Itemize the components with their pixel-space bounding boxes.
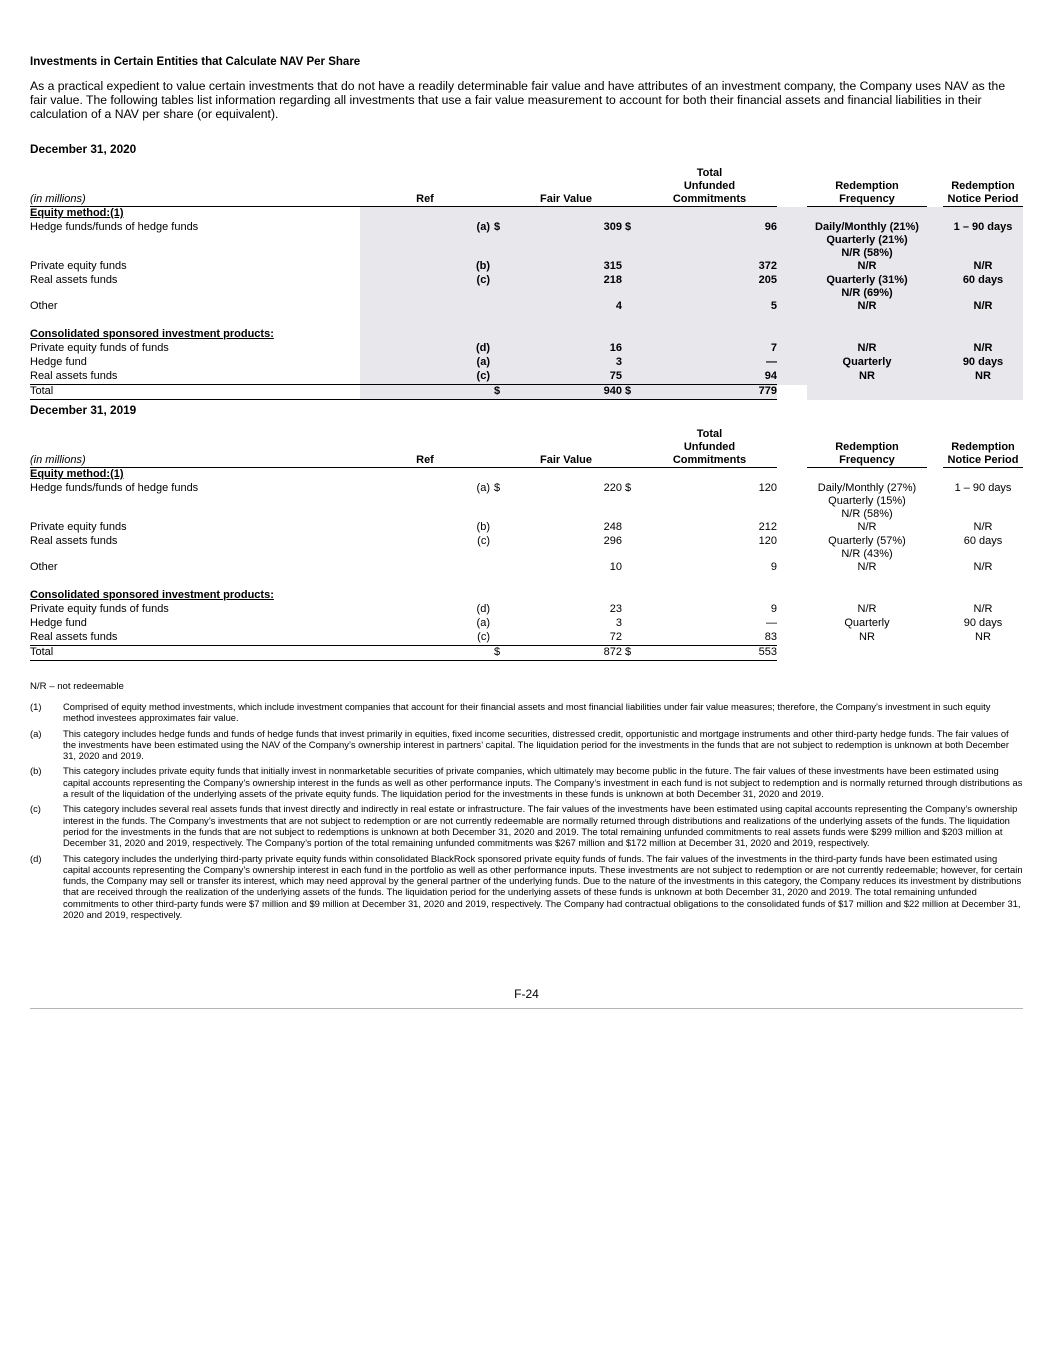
total-row	[30, 385, 1023, 400]
total-fair-value: 872	[510, 646, 622, 661]
row-frequency: Quarterly (31%) N/R (69%)	[807, 274, 927, 300]
total-row	[30, 646, 1023, 661]
table-row	[30, 603, 1023, 617]
col-unfunded: Total Unfunded Commitments	[642, 428, 777, 468]
row-notice: NR	[975, 631, 991, 643]
group-equity-label: Equity method:	[30, 468, 111, 480]
col-ref: Ref	[360, 167, 490, 207]
row-label: Real assets funds	[30, 535, 118, 547]
row-notice: 90 days	[963, 617, 1003, 629]
row-fair-value: 3	[510, 356, 622, 370]
group-row-equity	[30, 468, 1023, 483]
total-unfunded: 553	[642, 646, 777, 661]
dollar-sign: $	[494, 482, 501, 494]
row-notice: 1 – 90 days	[943, 221, 1023, 260]
row-label: Real assets funds	[30, 274, 118, 286]
row-ref: (c)	[360, 274, 490, 300]
row-label: Other	[30, 561, 58, 573]
table-row	[30, 535, 1023, 561]
dollar-sign: $	[622, 221, 642, 260]
row-unfunded: —	[766, 617, 777, 629]
group-consolidated-label: Consolidated sponsored investment products:	[30, 328, 274, 340]
table-row	[30, 482, 1023, 521]
row-ref	[360, 300, 490, 314]
row-notice: N/R	[943, 342, 1023, 356]
row-label: Real assets funds	[30, 631, 118, 643]
dollar-sign: $	[490, 385, 510, 400]
nav-table-2020	[30, 167, 1023, 400]
row-notice: 60 days	[963, 535, 1003, 547]
row-fair-value: 10	[609, 561, 622, 573]
section-heading: Investments in Certain Entities that Calculate NAV Per Share	[30, 56, 361, 68]
row-fair-value: 309	[510, 221, 622, 260]
row-fair-value: 296	[603, 535, 622, 547]
table-header-row	[30, 428, 1023, 468]
row-unfunded: 212	[758, 521, 777, 533]
total-label: Total	[30, 646, 360, 661]
row-ref: (a)	[476, 617, 490, 629]
dollar-sign: $	[622, 385, 642, 400]
row-label: Hedge fund	[30, 356, 87, 368]
table-row	[30, 521, 1023, 535]
row-frequency: NR	[859, 631, 875, 643]
footnote-item: (c) This category includes several real assets funds that invest directly and indirectly in real estate or infrastructure. The fair values of the investments have been estimated using capital accounts representing the Company’s ownership interest in the funds. The Company’s investments that are not subject to redemption or are not currently redeemable are normally returned through distributions and realizations of the underlying assets of the funds. The liquidation period for the investments in the funds that are not subject to redemptions is unknown at both December 31, 2020 and 2019. The total remaining unfunded commitments to real assets funds were $299 million and $203 million at December 31, 2020 and 2019, respectively. The Company’s portion of the total remaining unfunded commitments was $267 million and $172 million at December 31, 2020 and 2019, respectively.	[30, 803, 1018, 849]
col-fair-value: Fair Value	[510, 167, 622, 207]
row-fair-value: 248	[603, 521, 622, 533]
row-unfunded: 7	[642, 342, 777, 356]
page-number: F-24	[514, 987, 539, 1001]
row-frequency: Quarterly	[844, 617, 890, 629]
table-row	[30, 260, 1023, 274]
row-fair-value: 3	[615, 617, 622, 629]
row-ref	[360, 561, 490, 575]
row-notice: NR	[943, 370, 1023, 385]
row-label: Hedge fund	[30, 617, 87, 629]
row-notice: N/R	[943, 300, 1023, 314]
table-row	[30, 561, 1023, 575]
row-frequency: N/R	[807, 260, 927, 274]
footnotes	[30, 701, 1023, 924]
table-row	[30, 370, 1023, 385]
group-equity-label: Equity method:	[30, 207, 111, 219]
row-ref: (b)	[360, 260, 490, 274]
row-fair-value: 218	[510, 274, 622, 300]
row-ref: (c)	[360, 370, 490, 385]
row-label: Private equity funds of funds	[30, 603, 169, 615]
row-fair-value: 72	[510, 631, 622, 646]
col-unfunded: Total Unfunded Commitments	[642, 167, 777, 207]
col-notice-period: Redemption Notice Period	[943, 428, 1023, 468]
row-ref: (d)	[360, 342, 490, 356]
row-label: Private equity funds	[30, 260, 127, 272]
table-row	[30, 342, 1023, 356]
row-ref: (c)	[477, 535, 490, 547]
row-label: Hedge funds/funds of hedge funds	[30, 482, 199, 494]
total-label: Total	[30, 385, 360, 400]
group-row-consolidated	[30, 589, 1023, 603]
table-row	[30, 631, 1023, 646]
row-notice: N/R	[973, 521, 993, 533]
row-ref: (a)	[360, 356, 490, 370]
table-header-row	[30, 167, 1023, 207]
row-notice: 60 days	[943, 274, 1023, 300]
total-unfunded: 779	[642, 385, 777, 400]
group-consolidated-label: Consolidated sponsored investment products:	[30, 589, 274, 601]
row-fair-value: 220	[603, 482, 622, 494]
footnote-ref-1: (1)	[110, 468, 124, 480]
row-frequency: Daily/Monthly (27%) Quarterly (15%) N/R (58%)	[817, 482, 917, 520]
row-ref: (b)	[476, 521, 490, 533]
row-label: Private equity funds of funds	[30, 342, 169, 354]
table-row	[30, 221, 1023, 260]
table-row	[30, 274, 1023, 300]
row-notice: 1 – 90 days	[954, 482, 1012, 494]
intro-paragraph: As a practical expedient to value certain investments that do not have a readily determinable fair value and have attributes of an investment company, the Company uses NAV as the fair value. The following tables list information regarding all investments that use a fair value measurement to account for both their financial assets and financial liabilities in their calculation of a NAV per share (or equivalent).	[30, 79, 1006, 121]
row-frequency: Daily/Monthly (21%) Quarterly (21%) N/R (58%)	[807, 221, 927, 260]
row-notice: N/R	[973, 603, 993, 615]
footnote-item: (a) This category includes hedge funds and funds of hedge funds that invest primarily in equities, fixed income securities, distressed credit, opportunistic and mortgage instruments and other third-party hedge funds. The fair values of the investments have been estimated using the NAV of the Company’s ownership interest in partners’ capital. The liquidation period for the investments in the funds that are not subject to redemption is unknown at both December 31, 2020 and 2019.	[30, 727, 1010, 762]
row-unfunded: 205	[642, 274, 777, 300]
row-unfunded: 120	[758, 535, 777, 547]
row-label: Other	[30, 300, 58, 312]
row-unfunded: 96	[642, 221, 777, 260]
row-frequency: N/R	[857, 561, 877, 573]
nav-table-2019	[30, 428, 1023, 661]
row-label: Real assets funds	[30, 370, 118, 382]
table-row	[30, 617, 1023, 631]
table-2020-title: December 31, 2020	[30, 142, 137, 156]
row-fair-value: 23	[609, 603, 622, 615]
row-unfunded: 120	[758, 482, 777, 494]
units-label: (in millions)	[30, 428, 360, 468]
col-fair-value: Fair Value	[510, 428, 622, 468]
row-frequency: Quarterly (57%) N/R (43%)	[828, 535, 906, 560]
dollar-sign: $	[625, 482, 632, 494]
table-row	[30, 356, 1023, 370]
row-frequency: N/R	[807, 300, 927, 314]
row-fair-value: 4	[510, 300, 622, 314]
dollar-sign: $	[490, 221, 510, 260]
row-frequency: N/R	[857, 603, 877, 615]
row-fair-value: 315	[510, 260, 622, 274]
col-redemption-frequency: Redemption Frequency	[807, 428, 927, 468]
row-fair-value: 75	[510, 370, 622, 385]
row-notice: 90 days	[943, 356, 1023, 370]
row-unfunded: 372	[642, 260, 777, 274]
col-redemption-frequency: Redemption Frequency	[807, 167, 927, 207]
row-notice: N/R	[943, 260, 1023, 274]
row-fair-value: 16	[510, 342, 622, 356]
footnote-ref-1: (1)	[110, 207, 124, 219]
row-frequency: N/R	[857, 521, 877, 533]
row-unfunded: 9	[770, 561, 777, 573]
row-ref: (c)	[360, 631, 490, 646]
row-unfunded: 94	[642, 370, 777, 385]
row-label: Private equity funds	[30, 521, 127, 533]
footnote-item: (d) This category includes the underlying third-party private equity funds within consolidated BlackRock sponsored private equity funds of funds. The fair values of the investments in the third-party funds have been estimated using capital accounts representing the Company’s ownership interest in each fund in the portfolio as well as other performance inputs. These investments are not subject to redemption or are not currently redeemable; however, for certain funds, the Company may sell or transfer its interest, which may need approval by the general partner of the underlying funds. Due to the nature of the investments in this category, the Company reduces its investment by distributions that are received through the realization of the underlying assets of the funds. The liquidation period for the underlying assets of these funds is unknown at both December 31, 2020 and 2019. The total remaining unfunded commitments to other third-party funds were $7 million and $9 million at December 31, 2020 and 2019, respectively. The Company had contractual obligations to the consolidated funds of $17 million and $22 million at December 31, 2020 and 2019, respectively.	[30, 852, 1023, 921]
row-unfunded: 83	[642, 631, 777, 646]
footnote-item: (1) Comprised of equity method investments, which include investment companies that account for their financial assets and most financial liabilities under fair value measures; therefore, the Company’s investment in such equity method investees approximates fair value.	[30, 701, 991, 724]
col-ref: Ref	[360, 428, 490, 468]
table-row	[30, 300, 1023, 314]
col-notice-period: Redemption Notice Period	[943, 167, 1023, 207]
dollar-sign: $	[490, 646, 510, 661]
row-ref: (a)	[360, 221, 490, 260]
row-unfunded: 5	[642, 300, 777, 314]
group-row-equity	[30, 207, 1023, 222]
footnote-item: (b) This category includes private equity funds that initially invest in nonmarketable securities of private companies, which ultimately may become public in the future. The fair values of these investments have been estimated using capital accounts representing the Company’s ownership interest in the funds as well as other performance inputs. The Company’s investment in each fund is not subject to redemption and is normally returned through distributions as a result of the liquidation of the underlying assets of the private equity funds. The liquidation period for the investments in these funds is unknown at both December 31, 2020 and 2019.	[30, 765, 1023, 800]
units-label: (in millions)	[30, 167, 360, 207]
row-frequency: NR	[807, 370, 927, 385]
table-2019-title: December 31, 2019	[30, 403, 137, 417]
row-frequency: Quarterly	[807, 356, 927, 370]
row-label: Hedge funds/funds of hedge funds	[30, 221, 199, 233]
row-unfunded: 9	[770, 603, 777, 615]
row-ref: (a)	[476, 482, 490, 494]
row-frequency: N/R	[807, 342, 927, 356]
row-ref: (d)	[476, 603, 490, 615]
dollar-sign: $	[622, 646, 642, 661]
footer-rule	[30, 1008, 1023, 1009]
total-fair-value: 940	[510, 385, 622, 400]
row-notice: N/R	[973, 561, 993, 573]
row-unfunded: —	[642, 356, 777, 370]
group-row-consolidated	[30, 328, 1023, 342]
nr-definition: N/R – not redeemable	[30, 681, 124, 692]
